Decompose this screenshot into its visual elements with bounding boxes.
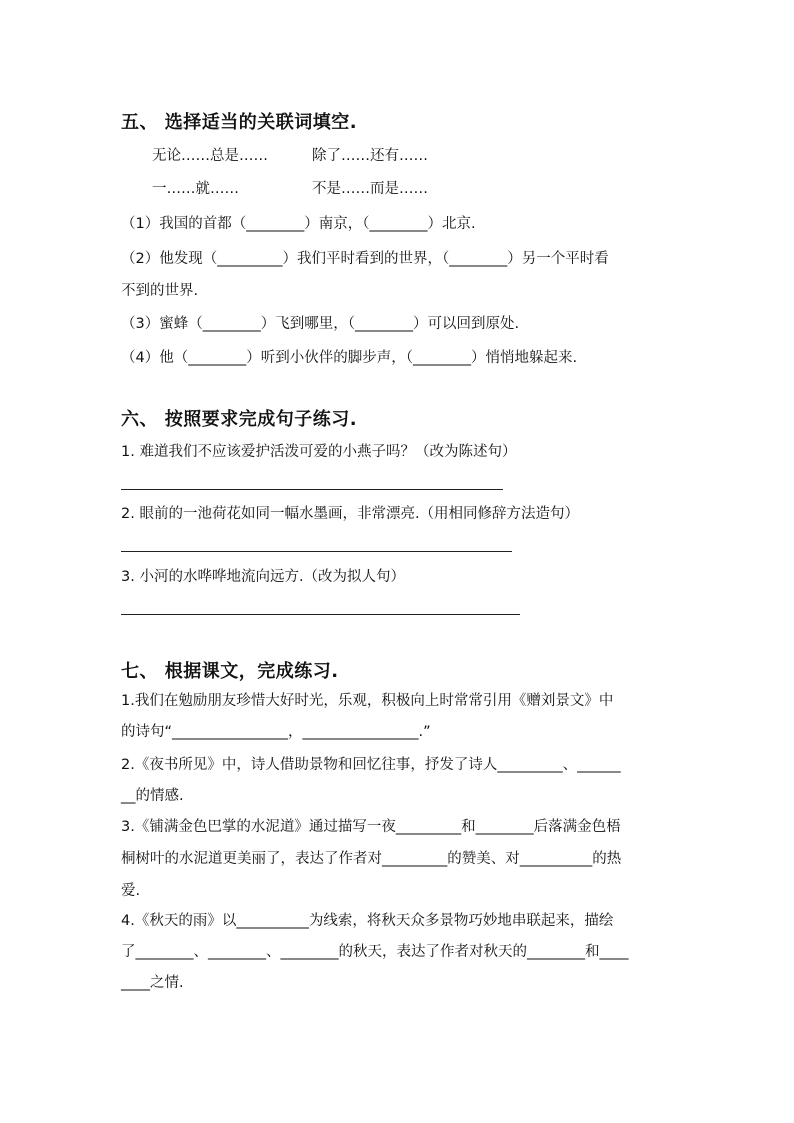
section7-question-4-line1: 4.《秋天的雨》以__________为线索，将秋天众多景物巧妙地串联起来，描绘	[121, 913, 614, 929]
option-1: 无论……总是……	[152, 148, 268, 164]
section7-question-3-line2: 桐树叶的水泥道更美丽了，表达了作者对_________的赞美、对__________的热	[121, 851, 622, 867]
section6-question-1: 1. 难道我们不应该爱护活泼可爱的小燕子吗？（改为陈述句）	[121, 444, 517, 460]
answer-line-3[interactable]	[121, 614, 520, 615]
option-4: 不是……而是……	[312, 181, 428, 197]
answer-line-1[interactable]	[121, 489, 503, 490]
answer-line-2[interactable]	[121, 551, 512, 552]
section7-question-4-line3: ____之情.	[121, 975, 184, 991]
section5-question-1: （1）我国的首都（________）南京，（________）北京.	[121, 216, 476, 232]
option-3: 一……就……	[152, 181, 239, 197]
section7-question-2-line2: __的情感.	[121, 788, 184, 804]
section6-heading: 六、 按照要求完成句子练习.	[121, 409, 358, 430]
section7-question-4-line2: 了________、________、________的秋天，表达了作者对秋天的________和____	[121, 944, 629, 960]
section5-question-2-line1: （2）他发现（_________）我们平时看到的世界，（________）另一个平时看	[121, 251, 609, 267]
section7-question-1-line2: 的诗句“________________，________________.”	[121, 724, 431, 740]
section5-heading: 五、 选择适当的关联词填空.	[121, 112, 358, 133]
option-2: 除了……还有……	[312, 148, 428, 164]
section5-question-4: （4）他（________）听到小伙伴的脚步声，（________）悄悄地躲起来.	[121, 350, 578, 366]
section6-question-2: 2. 眼前的一池荷花如同一幅水墨画，非常漂亮.（用相同修辞方法造句）	[121, 506, 580, 522]
section7-question-3-line3: 爱.	[121, 883, 141, 899]
section7-question-2-line1: 2.《夜书所见》中，诗人借助景物和回忆往事，抒发了诗人_________、______	[121, 757, 621, 773]
section7-question-1-line1: 1.我们在勉励朋友珍惜大好时光，乐观，积极向上时常常引用《赠刘景文》中	[121, 693, 614, 709]
section5-question-3: （3）蜜蜂（________）飞到哪里，（________）可以回到原处.	[121, 316, 520, 332]
section7-heading: 七、 根据课文，完成练习.	[121, 661, 339, 682]
section5-question-2-line2: 不到的世界.	[121, 283, 199, 299]
section7-question-3-line1: 3.《铺满金色巴掌的水泥道》通过描写一夜_________和________后落满金色梧	[121, 819, 621, 835]
section6-question-3: 3. 小河的水哗哗地流向远方.（改为拟人句）	[121, 569, 406, 585]
